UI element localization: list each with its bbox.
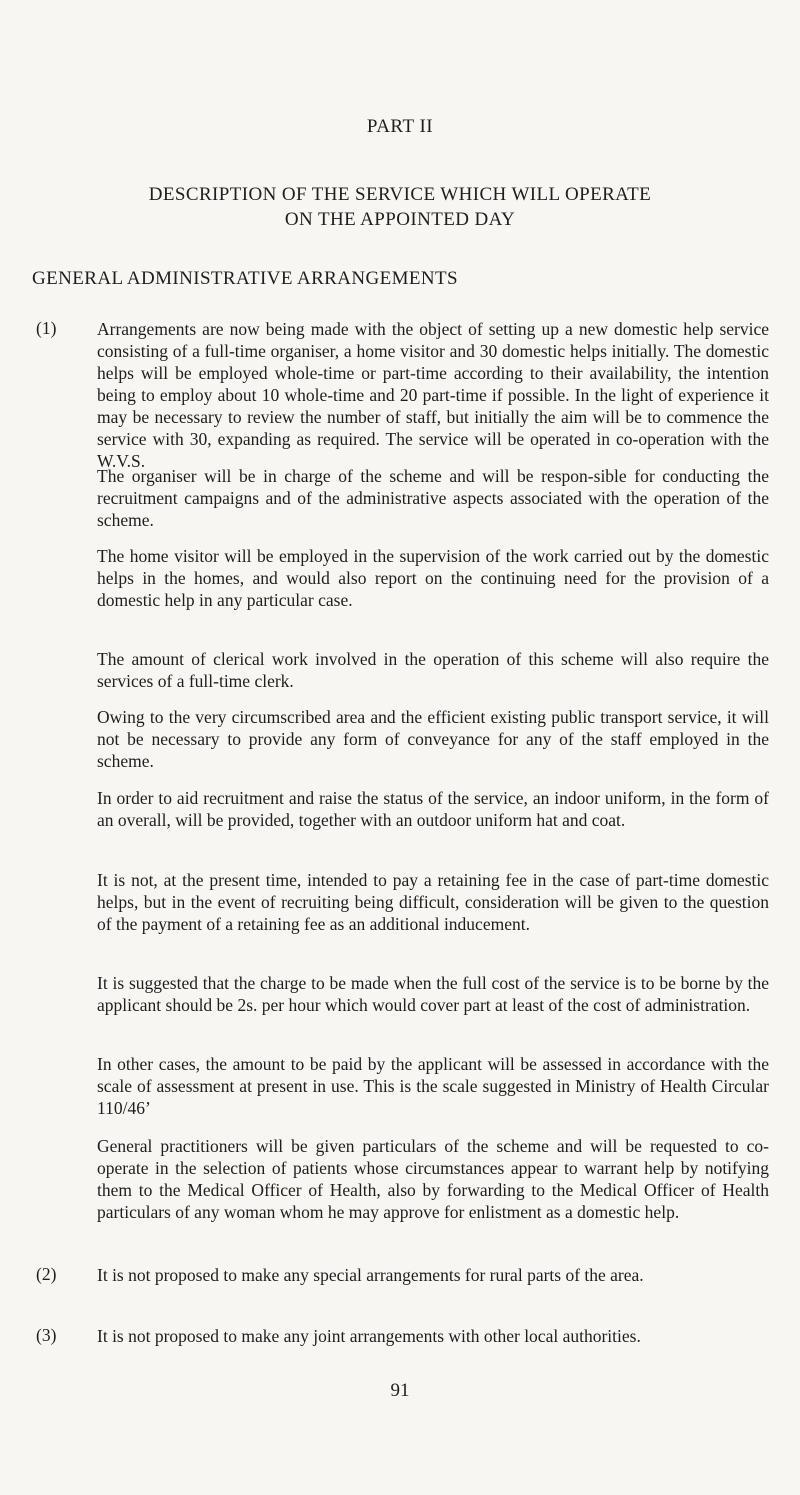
paragraph-1-6: In order to aid recruitment and raise the status of the service, an indoor uniform, in the form of an overall, will be provided, together with an outdoor uniform hat and coat. — [97, 788, 769, 830]
paragraph-3-1: It is not proposed to make any joint arrangements with other local authorities. — [97, 1326, 641, 1346]
section-heading: GENERAL ADMINISTRATIVE ARRANGEMENTS — [32, 268, 459, 289]
paragraph-1-3: The home visitor will be employed in the supervision of the work carried out by the domestic helps in the homes, and would also report on the continuing need for the provision of a domestic help in any particular case. — [97, 546, 769, 610]
paragraph-1-8: It is suggested that the charge to be made when the full cost of the service is to be borne by the applicant should be 2s. per hour which would cover part at least of the cost of administration. — [97, 973, 769, 1015]
item-number-1: (1) — [36, 318, 57, 338]
part-heading: PART II — [366, 116, 434, 137]
paragraph-1-2: The organiser will be in charge of the scheme and will be respon-sible for conducting the recruitment campaigns and of the administrative aspects associated with the operation of the scheme. — [97, 466, 769, 530]
paragraph-1-4: The amount of clerical work involved in the operation of this scheme will also require the services of a full-time clerk. — [97, 649, 769, 691]
paragraph-1-7: It is not, at the present time, intended to pay a retaining fee in the case of part-time domestic helps, but in the event of recruiting being difficult, consideration will be given to the question of the payment of a retaining fee as an additional inducement. — [97, 870, 769, 934]
title-line-1: DESCRIPTION OF THE SERVICE WHICH WILL OPERATE — [148, 184, 652, 205]
paragraph-2-1: It is not proposed to make any special arrangements for rural parts of the area. — [97, 1265, 644, 1285]
item-number-3: (3) — [36, 1325, 57, 1345]
paragraph-1-10: General practitioners will be given particulars of the scheme and will be requested to co-operate in the selection of patients whose circumstances appear to warrant help by notifying them to the Medical Officer of Health, also by forwarding to the Medical Officer of Health particulars of any woman whom he may approve for enlistment as a domestic help. — [97, 1136, 769, 1222]
paragraph-1-1: Arrangements are now being made with the object of setting up a new domestic help service consisting of a full-time organiser, a home visitor and 30 domestic helps initially. The domestic helps will be employed whole-time or part-time according to their availability, the intention being to employ about 10 whole-time and 20 part-time if possible. In the light of experience it may be necessary to review the number of staff, but initially the aim will be to commence the service with 30, expanding as required. The service will be operated in co-operation with the W.V.S. — [97, 319, 769, 471]
item-number-2: (2) — [36, 1264, 57, 1284]
paragraph-1-9: In other cases, the amount to be paid by the applicant will be assessed in accordance with the scale of assessment at present in use. This is the scale suggested in Ministry of Health Circular 110/46’ — [97, 1054, 769, 1118]
page-title — [0, 182, 800, 232]
paragraph-1-5: Owing to the very circumscribed area and the efficient existing public transport service, it will not be necessary to provide any form of conveyance for any of the staff employed in the scheme. — [97, 707, 769, 771]
page-number: 91 — [390, 1380, 410, 1401]
title-line-2: ON THE APPOINTED DAY — [284, 209, 516, 230]
